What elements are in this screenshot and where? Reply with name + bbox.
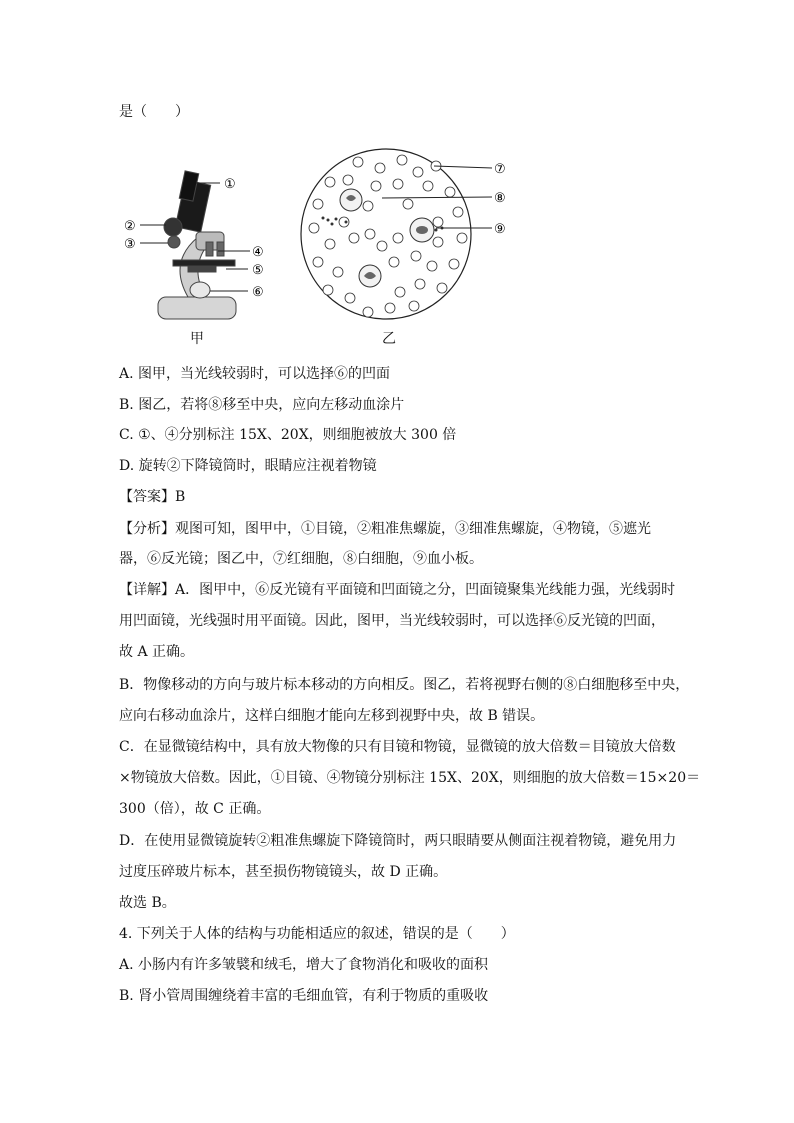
question-4-stem: 4. 下列关于人体的结构与功能相适应的叙述，错误的是（ ） [119, 926, 515, 942]
question-4-option-a: A. 小肠内有许多皱襞和绒毛，增大了食物消化和吸收的面积 [119, 957, 489, 973]
analysis-line-2: 器，⑥反光镜；图乙中，⑦红细胞，⑧白细胞，⑨血小板。 [119, 551, 483, 567]
detail-line-7: ×物镜放大倍数。因此，①目镜、④物镜分别标注 15X、20X，则细胞的放大倍数＝15×20＝ [119, 770, 701, 786]
question-stem-tail: 是（ ） [119, 104, 189, 120]
analysis-line-1: 【分析】观图可知，图甲中，①目镜，②粗准焦螺旋，③细准焦螺旋，④物镜，⑤遮光 [119, 521, 651, 537]
detail-line-2: 用凹面镜，光线强时用平面镜。因此，图甲，当光线较弱时，可以选择⑥反光镜的凹面， [119, 613, 665, 629]
marker-1: ① [224, 177, 236, 192]
microscope-illustration [158, 171, 236, 319]
option-d: D. 旋转②下降镜筒时，眼睛应注视着物镜 [119, 458, 377, 474]
marker-3: ③ [124, 237, 136, 252]
figure-label-jia: 甲 [190, 331, 204, 347]
detail-line-4: B．物像移动的方向与玻片标本移动的方向相反。图乙，若将视野右侧的⑧白细胞移至中央， [119, 677, 690, 693]
marker-2: ② [124, 219, 136, 234]
detail-line-9: D．在使用显微镜旋转②粗准焦螺旋下降镜筒时，两只眼睛要从侧面注视着物镜，避免用力 [119, 833, 677, 849]
marker-8: ⑧ [494, 191, 506, 206]
figure-svg [118, 142, 538, 352]
marker-9: ⑨ [494, 222, 506, 237]
answer-line: 【答案】B [119, 489, 186, 505]
detail-line-5: 应向右移动血涂片，这样白细胞才能向左移到视野中央，故 B 错误。 [119, 708, 545, 724]
option-c: C. ①、④分别标注 15X、20X，则细胞被放大 300 倍 [119, 427, 457, 443]
marker-4: ④ [252, 245, 264, 260]
detail-line-6: C．在显微镜结构中，具有放大物像的只有目镜和物镜，显微镜的放大倍数＝目镜放大倍数 [119, 739, 676, 755]
option-b: B. 图乙，若将⑧移至中央，应向左移动血涂片 [119, 397, 405, 413]
option-a: A. 图甲，当光线较弱时，可以选择⑥的凹面 [119, 366, 391, 382]
marker-5: ⑤ [252, 263, 264, 278]
conclusion-line: 故选 B。 [119, 895, 176, 911]
marker-6: ⑥ [252, 285, 264, 300]
figure-microscope-and-blood-smear [118, 142, 538, 352]
marker-7: ⑦ [494, 162, 506, 177]
figure-label-yi: 乙 [382, 331, 396, 347]
detail-line-3: 故 A 正确。 [119, 644, 195, 660]
detail-line-10: 过度压碎玻片标本，甚至损伤物镜镜头，故 D 正确。 [119, 864, 448, 880]
question-4-option-b: B. 肾小管周围缠绕着丰富的毛细血管，有利于物质的重吸收 [119, 988, 489, 1004]
detail-line-8: 300（倍），故 C 正确。 [119, 801, 271, 817]
detail-line-1: 【详解】A．图甲中，⑥反光镜有平面镜和凹面镜之分，凹面镜聚集光线能力强，光线弱时 [119, 582, 676, 598]
blood-smear-illustration [301, 149, 471, 319]
